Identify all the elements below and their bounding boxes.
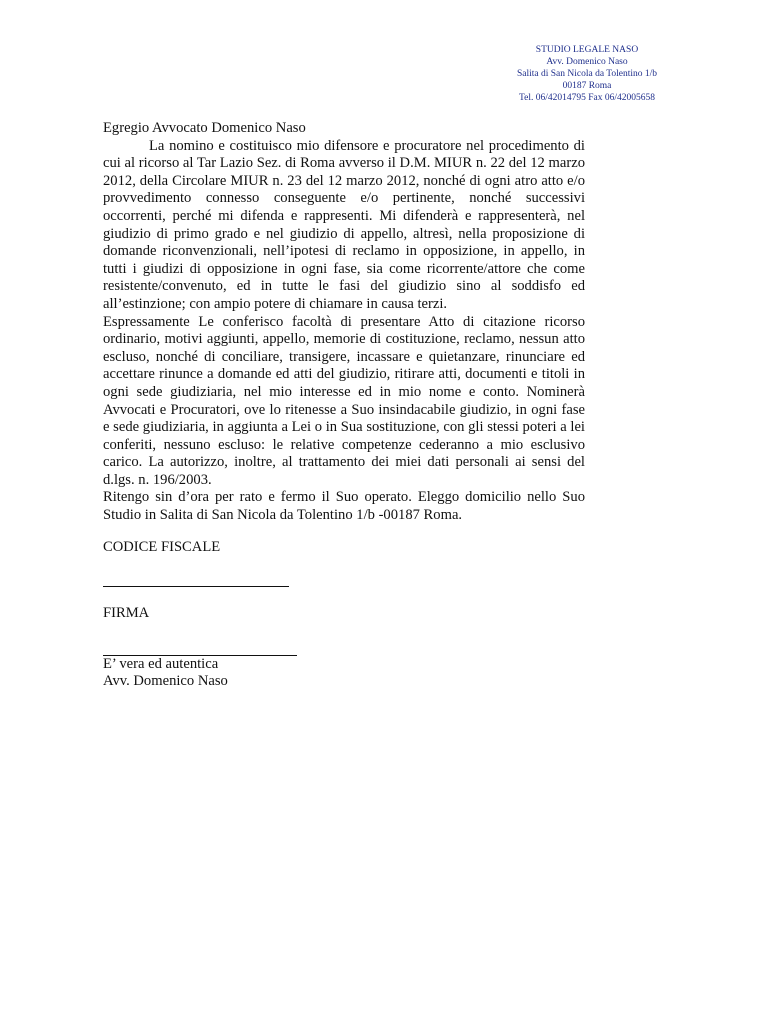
firm-city: 00187 Roma: [562, 81, 612, 91]
firm-contacts: Tel. 06/42014795 Fax 06/42005658: [518, 93, 656, 103]
authenticator-name: Avv. Domenico Naso: [103, 673, 228, 690]
letter-body: [103, 120, 585, 691]
powers-paragraph: Espressamente Le conferisco facoltà di presentare Atto di citazione ricorso ordinario, motivi aggiunti, appello, memorie di costituzione, reclamo, nessun atto escluso, nonché di conciliare, transigere, incassare e quietanzare, rinunciare ed accettare rinunce a domande ed atti del giudizio, ritirare atti, documenti e titoli in ogni sede giudiziaria, nel mio interesse ed in mio nome e conto. Nominerà Avvocati e Procuratori, ove lo ritenesse a Suo insindacabile giudizio, in ogni fase e sede giudiziaria, in aggiunta a Lei o in Sua sostituzione, con gli stessi poteri a lei conferiti, nessuno escluso: le relative competenze cederanno a mio esclusivo carico. La autorizzo, inoltre, al trattamento dei miei dati personali ai sensi del d.lgs. n. 196/2003.: [103, 313, 585, 488]
letterhead: [500, 44, 674, 104]
domicile-paragraph: Ritengo sin d’ora per rato e fermo il Suo operato. Eleggo domicilio nello Suo Studio in Salita di San Nicola da Tolentino 1/b -00187 Roma.: [103, 489, 585, 524]
lawyer-name: Avv. Domenico Naso: [546, 57, 628, 67]
codice-fiscale-line: [103, 586, 289, 587]
firma-label: FIRMA: [103, 605, 150, 622]
greeting: Egregio Avvocato Domenico Naso: [103, 120, 306, 136]
codice-fiscale-label: CODICE FISCALE: [103, 538, 221, 555]
authentication-statement: E’ vera ed autentica: [103, 655, 219, 672]
firm-address: Salita di San Nicola da Tolentino 1/b: [516, 69, 658, 79]
mandate-paragraph: La nomino e costituisco mio difensore e procuratore nel procedimento di cui al ricorso al Tar Lazio Sez. di Roma avverso il D.M. MIUR n. 22 del 12 marzo 2012, della Circolare MIUR n. 23 del 12 marzo 2012, nonché di ogni atro atto e/o provvedimento connesso conseguente e/o pertinente, nonché successivi occorrenti, perché mi difenda e rappresenti. Mi difenderà e rappresenterà, nel giudizio di primo grado e nel giudizio di appello, altresì, nella proposizione di domande riconvenzionali, nell’ipotesi di reclamo in opposizione, in appello, in tutti i giudizi di opposizione in ogni fase, sia come ricorrente/attore che come resistente/convenuto, ed in tutte le fasi del giudizio sino al soddisfo ed all’estinzione; con ampio potere di chiamare in causa terzi.: [103, 137, 585, 312]
firm-name: STUDIO LEGALE NASO: [535, 45, 639, 55]
